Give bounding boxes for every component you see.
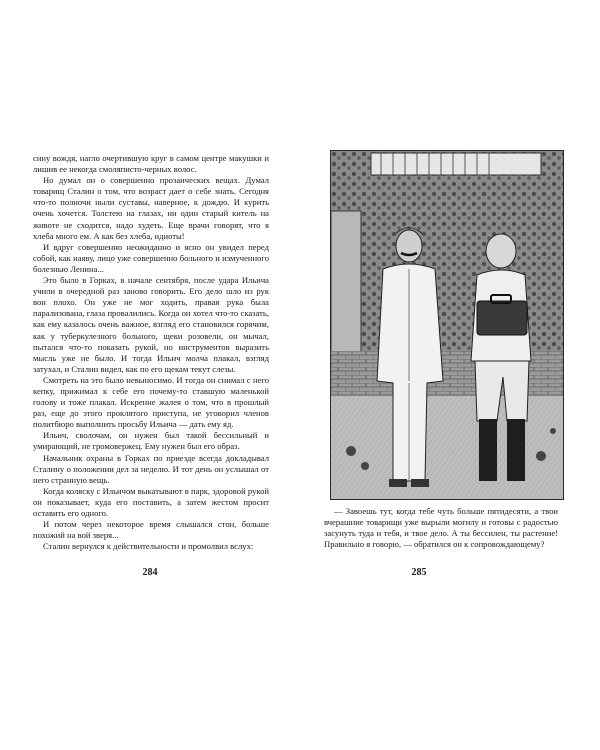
illustration-image (330, 150, 564, 500)
page-number: 284 (142, 567, 158, 578)
paragraph: Но думал он о совершенно прозаических вещах. Думал товарищ Сталин о том, что возраст дает о себе знать. Сегодня что-то полночи ныли суставы, наверное, к дождю. И курить очень хочется. Толстею на глазах, ни один старый китель на животе не сходится, надо худеть. Еще врачи говорят, что я хлеба много ем. А как без хлеба, идиоты! (33, 175, 269, 241)
paragraph: Это было в Горках, в начале сентября, после удара Ильича учили в очередной раз заново говорить. Его дело шло из рук вон плохо. Он уже не мог ходить, правая рука была парализована, глаза провалились. Когда он хотел что-то сказать, как ему казалось очень важное, взгляд его становился горячим, как у туберкулезного больного, щеки розовели, он мычал, пытался что-то показать рукой, но инструментов выразить мысль уже не было. И тогда Ильич молча плакал, взгляд затухал, и Сталин видел, как по его щекам текут слезы. (33, 275, 269, 374)
paragraph: Начальник охраны в Горках по приезде всегда докладывал Сталину о положении дел за неделю. И тот день он услышал от него странную вещь. (33, 452, 269, 485)
paragraph: — Завоешь тут, когда тебе чуть больше пятидесяти, а твои вчерашние товарищи уже вырыли могилу и готовы с радостью засунуть туда и тебя, и твое дело. А ты бессилен, ты растение! Правильно я говорю, — обратился он к сопровождающему? (324, 506, 558, 550)
illustration-drawing (331, 151, 563, 499)
paragraph: И вдруг совершенно неожиданно и ясно он увидел перед собой, как наяву, лицо уже совершенно больного и измученного болезнью Ленина... (33, 241, 269, 274)
paragraph: И потом через некоторое время слышался стон, больше похожий на вой зверя... (33, 519, 269, 541)
paragraph: Ильич, сволочам, он нужен был такой бессильный и умирающий, не громовержец. Ему нужен был его образ. (33, 430, 269, 452)
paragraph: Сталин вернулся к действительности и промолвил вслух: (43, 541, 254, 552)
paragraph: Смотреть на это было невыносимо. И тогда он снимал с него кепку, прижимал к себе его почему-то ставшую маленькой голову и тоже плакал. Искренне жалея о том, что в прошлый раз, еще до этого проклятого приступа, не уговорил членов политбюро выполнить просьбу Ильича — дать ему яд. (33, 374, 269, 430)
paragraph: сину вождя, нагло очертившую круг в самом центре макушки и лишив ее некогда смоляписто-черных волос. (33, 153, 269, 175)
right-page (300, 0, 600, 750)
right-page-text (324, 506, 558, 550)
page-number: 285 (411, 567, 427, 578)
left-page-text (33, 153, 269, 552)
paragraph: Когда коляску с Ильичом выкатывают в парк, здоровой рукой он показывает, куда его поставить, а затем жестом просит оставить его одного. (33, 485, 269, 518)
